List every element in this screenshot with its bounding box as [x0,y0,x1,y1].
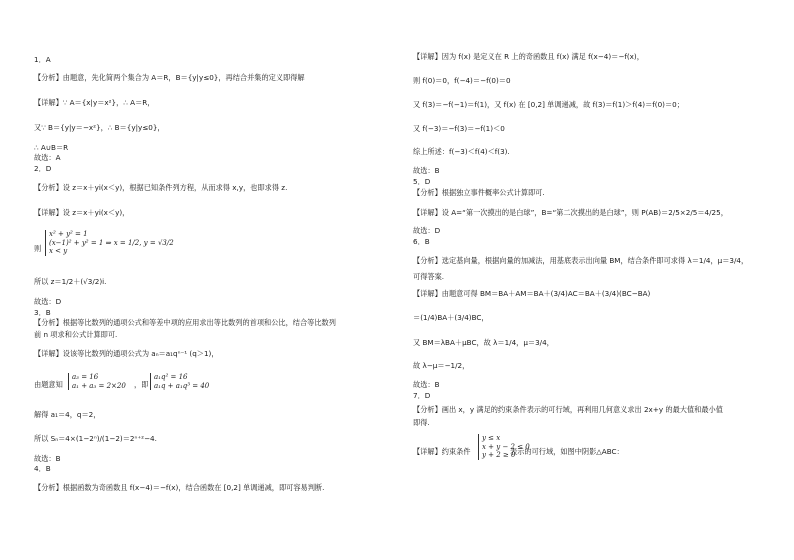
left-column [0,0,360,560]
constraint-system-q7 [478,434,530,460]
system-row: a₃ = 16 [72,373,99,381]
system-row: a₁q + a₁q³ = 40 [154,381,210,390]
text-line-q4-ans: 故选：B [413,166,440,175]
text-line-q7-analysis2: 即得. [413,418,430,427]
text-line-q1: 1．A [34,55,51,64]
text-line-q3-ans: 故选：B [34,454,61,463]
equation-system-q3-b [150,373,209,390]
text-line-q6-analysis: 【分析】选定基向量，根据向量的加减法，用基底表示出向量 BM，结合条件即可求得 λ＝1/4，μ＝3/4， [413,256,749,265]
text-line-q6-ans: 故选：B [413,380,440,389]
text-line-q4-analysis: 【分析】根据函数为奇函数且 f(x−4)＝−f(x)，结合函数在 [0,2] 单调递减，即可容易判断. [34,483,325,492]
equation-system-q3-a [68,373,126,390]
text-line-q7-d1a: 【详解】约束条件 [413,447,471,456]
system-row: a₁ + a₃ = 2×20 [72,381,126,390]
text-line-q2-ans: 故选：D [34,297,62,306]
system-row: x² + y² = 1 [49,230,88,238]
text-line-q6: 6．B [413,237,430,246]
text-line-q1-d1: 【详解】∵ A＝{x|y＝x²}，∴ A＝R， [34,98,155,107]
text-line-q2-analysis: 【分析】设 z＝x＋yi(x＜y)，根据已知条件列方程，从而求得 x,y，也即求得 z. [34,183,288,192]
text-line-q6-d3: 又 BM＝λBA＋μBC，故 λ＝1/4，μ＝3/4， [413,338,554,347]
text-line-q1-d3: ∴ A∪B＝R [34,143,69,152]
text-line-q1-ans: 故选：A [34,153,61,162]
text-line-q7: 7．D [413,391,431,400]
text-line-q5-d1: 【详解】设 A=“第一次摸出的是白球”，B=“第二次摸出的是白球”，则 P(AB)＝2/5×2/5＝4/25， [413,208,728,217]
text-line-q4: 4．B [34,464,51,473]
text-line-q6-d4: 故 λ−μ＝−1/2， [413,361,470,370]
text-line-q1-d2: 又∵ B＝{y|y＝−x²}，∴ B＝{y|y≤0}， [34,123,165,132]
text-line-q6-d2: ＝(1/4)BA＋(3/4)BC， [413,313,489,322]
text-line-q3-analysis1: 【分析】根据等比数列的通项公式和等差中项的应用求出等比数列的首项和公比，结合等比数列 [34,318,336,327]
text-line-q4-d1: 【详解】因为 f(x) 是定义在 R 上的奇函数且 f(x) 满足 f(x−4)＝−f(x)， [413,52,644,61]
text-line-q7-analysis1: 【分析】画出 x，y 满足的约束条件表示的可行域，再利用几何意义求出 2x+y 的最大值和最小值 [413,405,723,414]
text-line-q3-d2b: ，即 [134,380,149,389]
text-line-q2-d3: 所以 z＝1/2＋(√3/2)i. [34,277,107,286]
text-line-q3-analysis2: 前 n 项求和公式计算即可. [34,330,118,339]
text-line-q3-d1: 【详解】设该等比数列的通项公式为 aₙ＝a₁qⁿ⁻¹ (q＞1)， [34,349,219,358]
text-line-q2-d1: 【详解】设 z＝x＋yi(x＜y)， [34,208,130,217]
text-line-q4-d3: 又 f(3)＝−f(−1)＝f(1)，又 f(x) 在 [0,2] 单调递减，故 f(3)＝f(1)＞f(4)＝f(0)＝0； [413,100,684,109]
right-column [397,0,757,560]
text-line-q3-d4: 所以 Sₙ＝4×(1−2ⁿ)/(1−2)＝2ⁿ⁺²−4. [34,434,157,443]
text-line-q5-analysis: 【分析】根据独立事件概率公式计算即可. [413,188,545,197]
system-row: a₁q² = 16 [154,373,188,381]
equation-system-q2 [45,230,174,256]
text-line-q2: 2．D [34,164,52,173]
system-row: y + 2 ≥ 0 [482,451,516,459]
system-row: x + y − 2 ≤ 0 [482,442,530,451]
text-line-q6-d1: 【详解】由题意可得 BM＝BA＋AM＝BA＋(3/4)AC＝BA＋(3/4)(BC−BA) [413,289,651,298]
text-line-q3-d3: 解得 a₁＝4，q＝2， [34,410,101,419]
text-line-q1-analysis: 【分析】由题意，先化简两个集合为 A＝R，B＝{y|y≤0}，再结合并集的定义即得解 [34,73,305,82]
text-line-q5-ans: 故选：D [413,226,441,235]
text-line-q6-analysis2: 可得答案. [413,272,445,281]
text-line-q5: 5．D [413,177,431,186]
text-line-q3: 3．B [34,308,51,317]
system-row: x < y [49,247,68,255]
text-line-q2-then: 则 [34,244,42,253]
text-line-q4-d4: 又 f(−3)＝−f(3)＝−f(1)＜0 [413,124,505,133]
text-line-q3-d2a: 由题意知 [34,380,63,389]
text-line-q4-d2: 则 f(0)＝0，f(−4)＝−f(0)＝0 [413,76,511,85]
system-row: y ≤ x [482,434,501,442]
text-line-q7-d1b: 表示的可行域，如图中阴影△ABC： [510,447,624,456]
system-row: (x−1)² + y² = 1 ⇒ x = 1/2, y = √3/2 [49,238,174,247]
text-line-q4-d5: 综上所述：f(−3)＜f(4)＜f(3). [413,147,510,156]
